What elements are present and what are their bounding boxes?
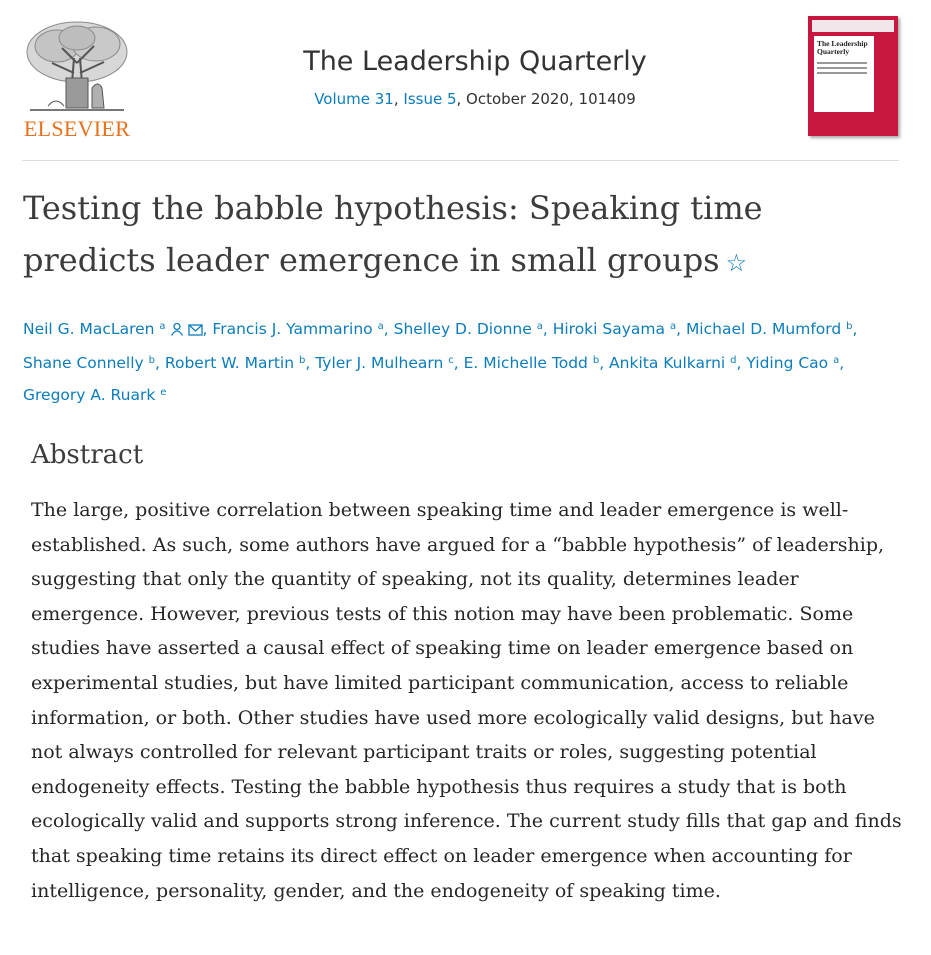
author-name: Gregory A. Ruark xyxy=(23,386,156,404)
publisher-name: ELSEVIER xyxy=(23,116,131,141)
volume-link[interactable]: Volume 31 xyxy=(314,90,394,108)
cover-text-lines xyxy=(817,62,867,77)
author-link[interactable] xyxy=(464,354,600,372)
author-separator: , xyxy=(542,320,553,338)
author-link[interactable] xyxy=(212,320,383,338)
author-name: Neil G. MacLaren xyxy=(23,320,155,338)
journal-cover-image[interactable] xyxy=(808,16,898,136)
author-link[interactable] xyxy=(746,354,839,372)
author-name: Shane Connelly xyxy=(23,354,144,372)
star-icon[interactable]: ☆ xyxy=(725,249,748,277)
author-link[interactable] xyxy=(686,320,853,338)
cover-panel xyxy=(814,36,874,112)
author-affiliation: a xyxy=(669,321,677,332)
abstract-text: The large, positive correlation between speaking time and leader emergence is well-established. As such, some authors have argued for a “babble hypothesis” of leadership, suggesting that only the quantity of speaking, not its quality, determines leader emergence. However, previous tests of this notion may have been problematic. Some studies have asserted a causal effect of speaking time on leader emergence based on experimental studies, but have limited participant communication, access to reliable information, or both. Other studies have used more ecologically valid designs, but have not always controlled for relevant participant traits or roles, suggesting potential endogeneity effects. Testing the babble hypothesis thus requires a study that is both ecologically valid and supports strong inference. The current study fills that gap and finds that speaking time retains its direct effect on leader emergence when accounting for intelligence, personality, gender, and the endogeneity of speaking time. xyxy=(31,499,902,902)
author-name: Francis J. Yammarino xyxy=(212,320,373,338)
author-separator: , xyxy=(383,320,394,338)
author-affiliation: c xyxy=(448,355,454,366)
cover-journal-name: The Leadership Quarterly xyxy=(817,39,868,56)
author-link[interactable] xyxy=(394,320,543,338)
author-link[interactable] xyxy=(165,354,305,372)
tree-icon xyxy=(22,18,132,114)
author-name: Michael D. Mumford xyxy=(685,320,842,338)
author-separator: , xyxy=(453,354,464,372)
author-link[interactable] xyxy=(315,354,454,372)
author-name: Shelley D. Dionne xyxy=(393,320,532,338)
cover-top-band xyxy=(812,20,894,32)
author-separator: , xyxy=(852,320,858,338)
author-affiliation: e xyxy=(160,387,167,398)
header-divider xyxy=(22,160,899,161)
author-affiliation: a xyxy=(536,321,543,332)
author-separator: , xyxy=(599,354,610,372)
author-name: E. Michelle Todd xyxy=(463,354,588,372)
author-link[interactable] xyxy=(609,354,736,372)
author-affiliation: b xyxy=(846,321,853,332)
author-name: Tyler J. Mulhearn xyxy=(315,354,444,372)
author-separator: , xyxy=(676,320,686,338)
author-link[interactable] xyxy=(23,386,166,404)
author-affiliation: a xyxy=(159,321,166,332)
author-separator: , xyxy=(839,354,845,372)
author-name: Robert W. Martin xyxy=(164,354,295,372)
person-icon[interactable] xyxy=(170,316,184,346)
author-affiliation: a xyxy=(833,355,840,366)
author-separator: , xyxy=(155,354,165,372)
author-affiliation: b xyxy=(299,355,306,366)
author-separator: , xyxy=(736,354,747,372)
author-name: Hiroki Sayama xyxy=(552,320,665,338)
author-link[interactable] xyxy=(23,320,166,338)
author-list xyxy=(23,312,903,410)
author-link[interactable] xyxy=(23,354,155,372)
abstract-heading: Abstract xyxy=(31,440,144,470)
author-name: Yiding Cao xyxy=(746,354,829,372)
author-affiliation: b xyxy=(592,355,600,366)
author-affiliation: b xyxy=(148,355,156,366)
author-affiliation: a xyxy=(377,321,384,332)
elsevier-logo[interactable] xyxy=(22,18,132,141)
issue-link[interactable]: Issue 5 xyxy=(403,90,457,108)
envelope-icon[interactable] xyxy=(188,316,203,346)
journal-title[interactable]: The Leadership Quarterly xyxy=(303,46,647,77)
article-title-text: Testing the babble hypothesis: Speaking time predicts leader emergence in small groups xyxy=(23,189,763,279)
author-separator: , xyxy=(305,354,316,372)
article-title xyxy=(23,182,883,289)
issue-separator: , xyxy=(393,90,404,108)
issue-date: , October 2020, 101409 xyxy=(456,90,636,108)
author-link[interactable] xyxy=(553,320,676,338)
journal-header xyxy=(240,44,710,108)
journal-issue-line xyxy=(240,90,710,108)
author-affiliation: d xyxy=(730,355,737,366)
author-name: Ankita Kulkarni xyxy=(609,354,726,372)
author-separator: , xyxy=(202,320,213,338)
